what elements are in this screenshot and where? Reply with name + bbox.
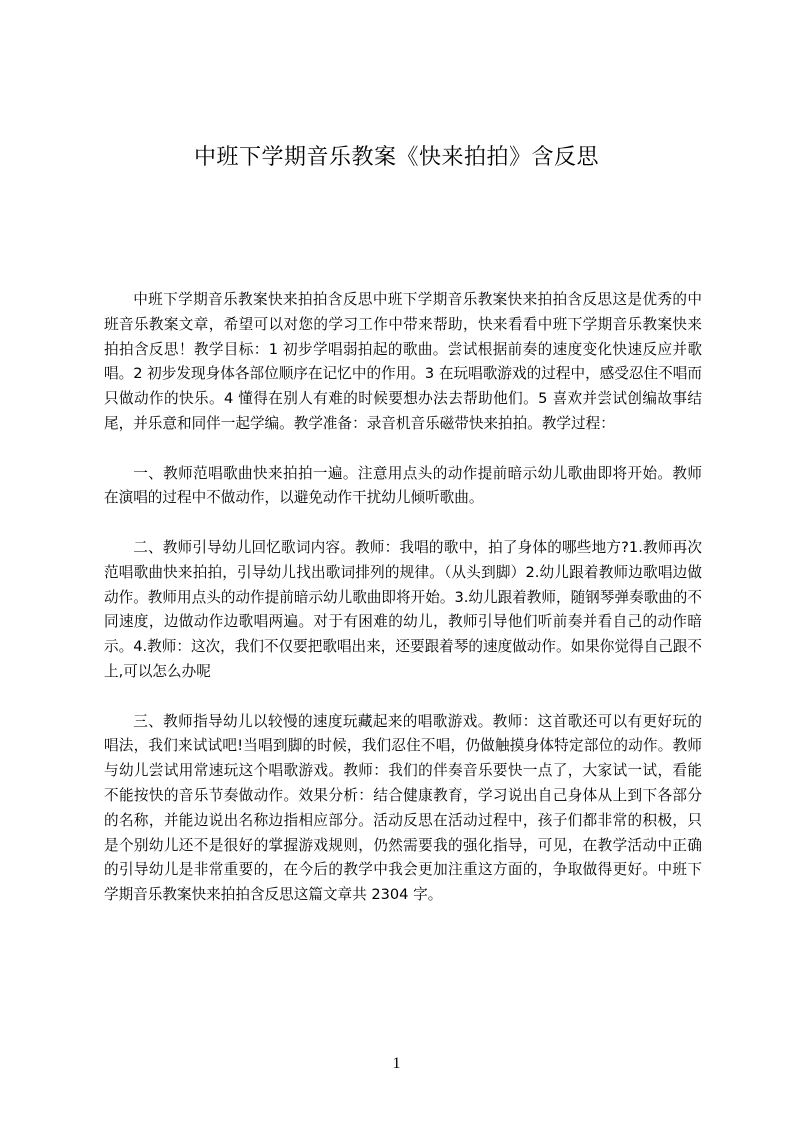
step-one-paragraph: 一、教师范唱歌曲快来拍拍一遍。注意用点头的动作提前暗示幼儿歌曲即将开始。教师在演唱的过程中不做动作，以避免动作干扰幼儿倾听歌曲。 — [104, 464, 702, 507]
paragraph-gap — [104, 437, 702, 462]
document-body — [104, 288, 702, 908]
step-three-paragraph: 三、教师指导幼儿以较慢的速度玩藏起来的唱歌游戏。教师：这首歌还可以有更好玩的唱法，我们来试试吧!当唱到脚的时候，我们忍住不唱，仍做触摸身体特定部位的动作。教师与幼儿尝试用常速玩这个唱歌游戏。教师：我们的伴奏音乐要快一点了，大家试一试，看能不能按快的音乐节奏做动作。效果分析：结合健康教育，学习说出自己身体从上到下各部分的名称，并能边说出名称边指相应部分。活动反思在活动过程中，孩子们都非常的积极，只是个别幼儿还不是很好的掌握游戏规则，仍然需要我的强化指导，可见，在教学活动中正确的引导幼儿是非常重要的，在今后的教学中我会更加注重这方面的，争取做得更好。中班下学期音乐教案快来拍拍含反思这篇文章共 2304 字。 — [104, 712, 702, 904]
intro-paragraph: 中班下学期音乐教案快来拍拍含反思中班下学期音乐教案快来拍拍含反思这是优秀的中班音乐教案文章，希望可以对您的学习工作中带来帮助，快来看看中班下学期音乐教案快来拍拍含反思！教学目标：1 初步学唱弱拍起的歌曲。尝试根据前奏的速度变化快速反应并歌唱。2 初步发现身体各部位顺序在记忆中的作用。3 在玩唱歌游戏的过程中，感受忍住不唱而只做动作的快乐。4 懂得在别人有难的时候要想办法去帮助他们。5 喜欢并尝试创编故事结尾，并乐意和同伴一起学编。教学准备：录音机音乐磁带快来拍拍。教学过程： — [104, 291, 702, 432]
paragraph-gap — [104, 685, 702, 710]
paragraph-gap — [104, 511, 702, 536]
step-two-paragraph: 二、教师引导幼儿回忆歌词内容。教师：我唱的歌中，拍了身体的哪些地方?1.教师再次范唱歌曲快来拍拍，引导幼儿找出歌词排列的规律。（从头到脚）2.幼儿跟着教师边歌唱边做动作。教师用点头的动作提前暗示幼儿歌曲即将开始。3.幼儿跟着教师，随钢琴弹奏歌曲的不同速度，边做动作边歌唱两遍。对于有困难的幼儿，教师引导他们听前奏并看自己的动作暗示。4.教师：这次，我们不仅要把歌唱出来，还要跟着琴的速度做动作。如果你觉得自己跟不上,可以怎么办呢 — [104, 538, 702, 680]
document-title: 中班下学期音乐教案《快来拍拍》含反思 — [193, 145, 599, 170]
page-number: 1 — [392, 1055, 401, 1072]
